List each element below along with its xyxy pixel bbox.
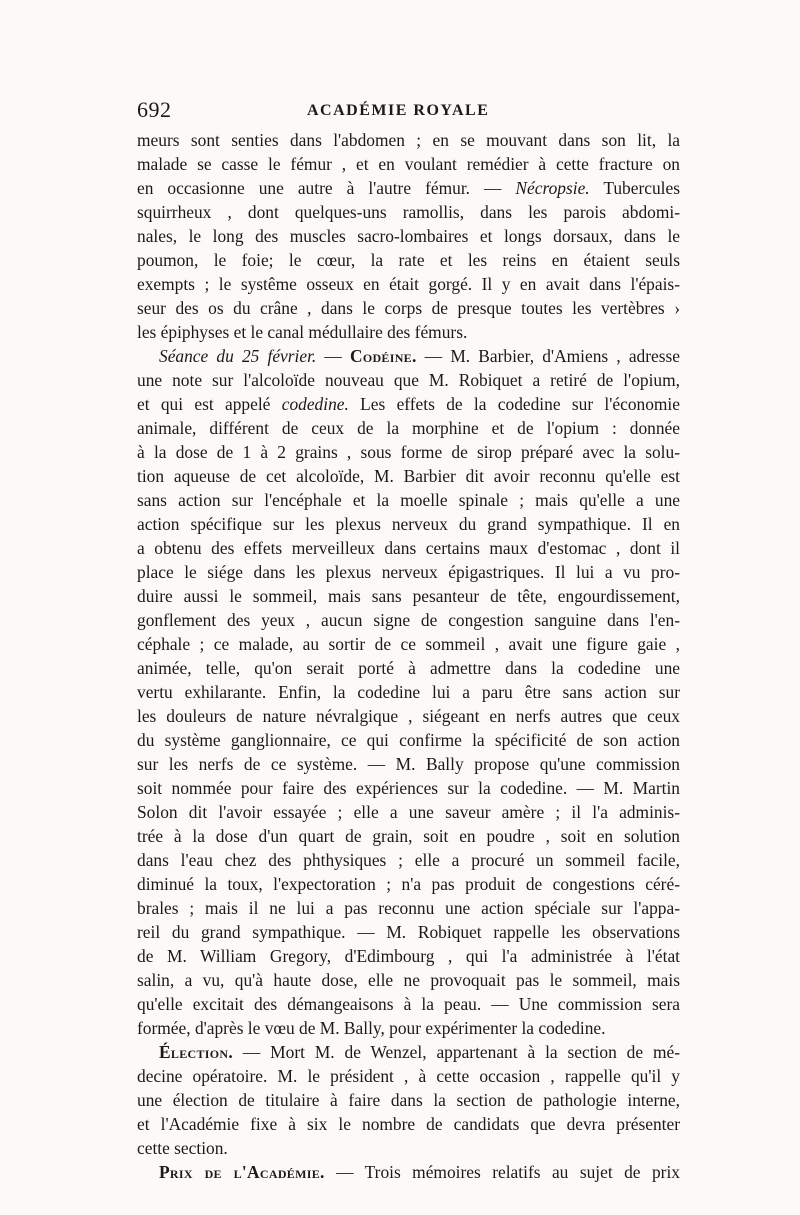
text-line (137, 680, 680, 704)
small-caps-heading: Prix de l'Académie. (159, 1162, 325, 1182)
text-line (137, 1016, 680, 1040)
text-line (137, 488, 680, 512)
text-run: soit nommée pour faire des expériences sur la codedine. — M. Martin (137, 778, 680, 798)
text-line (137, 224, 680, 248)
page-number: 692 (137, 97, 172, 122)
text-line (137, 728, 680, 752)
text-run: diminué la toux, l'expectoration ; n'a pas produit de congestions céré- (137, 874, 680, 894)
text-run: formée, d'après le vœu de M. Bally, pour expérimenter la codedine. (137, 1018, 606, 1038)
text-run: Tubercules (589, 178, 680, 198)
text-run: les douleurs de nature névralgique , siégeant en nerfs autres que ceux (137, 706, 680, 726)
text-line (137, 272, 680, 296)
text-run: salin, a vu, qu'à haute dose, elle ne provoquait pas le sommeil, mais (137, 970, 680, 990)
text-line (137, 584, 680, 608)
text-line (137, 1064, 680, 1088)
text-line (137, 920, 680, 944)
text-run: — Trois mémoires relatifs au sujet de prix (324, 1162, 680, 1182)
text-run: nales, le long des muscles sacro-lombaires et longs dorsaux, dans le (137, 226, 680, 246)
text-run: les épiphyses et le canal médullaire des fémurs. (137, 322, 468, 342)
text-run: gonflement des yeux , aucun signe de congestion sanguine dans l'en- (137, 610, 680, 630)
text-line (137, 392, 680, 416)
text-run: a obtenu des effets merveilleux dans certains maux d'estomac , dont il (137, 538, 680, 558)
text-line (137, 752, 680, 776)
text-run: — (316, 346, 350, 366)
text-run: animée, telle, qu'on serait porté à admettre dans la codedine une (137, 658, 680, 678)
text-line (137, 1136, 680, 1160)
text-run: — M. Barbier, d'Amiens , adresse (416, 346, 680, 366)
text-line (137, 1160, 680, 1184)
text-line (137, 1112, 680, 1136)
text-line (137, 608, 680, 632)
text-line (137, 1088, 680, 1112)
text-line (137, 560, 680, 584)
italic-text: Nécropsie. (515, 178, 590, 198)
text-line (137, 416, 680, 440)
text-line (137, 968, 680, 992)
text-run: de M. William Gregory, d'Edimbourg , qui l'a administrée à l'état (137, 946, 680, 966)
text-run: reil du grand sympathique. — M. Robiquet rappelle les observations (137, 922, 680, 942)
text-run: et qui est appelé (137, 394, 282, 414)
text-run: action spécifique sur les plexus nerveux du grand sympathique. Il en (137, 514, 680, 534)
text-run: cette section. (137, 1138, 228, 1158)
text-run: malade se casse le fémur , et en voulant remédier à cette fracture on (137, 154, 680, 174)
text-run: poumon, le foie; le cœur, la rate et les reins en étaient seuls (137, 250, 680, 270)
text-run: squirrheux , dont quelques-uns ramollis, dans les parois abdomi- (137, 202, 680, 222)
text-run: animale, différent de ceux de la morphine et de l'opium : donnée (137, 418, 680, 438)
text-line (137, 536, 680, 560)
text-line (137, 320, 680, 344)
text-line (137, 944, 680, 968)
text-run: — Mort M. de Wenzel, appartenant à la section de mé- (233, 1042, 680, 1062)
text-run: sur les nerfs de ce système. — M. Bally propose qu'une commission (137, 754, 680, 774)
text-line (137, 368, 680, 392)
italic-text: codedine. (281, 394, 349, 414)
text-run: seur des os du crâne , dans le corps de presque toutes les vertèbres › (137, 298, 680, 318)
text-line (137, 152, 680, 176)
text-run: une élection de titulaire à faire dans la section de pathologie interne, (137, 1090, 680, 1110)
text-line (137, 992, 680, 1016)
text-line (137, 344, 680, 368)
text-line (137, 896, 680, 920)
text-line (137, 296, 680, 320)
running-head (137, 97, 680, 127)
text-run: en occasionne une autre à l'autre fémur. — (137, 178, 516, 198)
text-line (137, 176, 680, 200)
text-run: dans l'eau chez des phthysiques ; elle a procuré un sommeil facile, (137, 850, 680, 870)
text-line (137, 1040, 680, 1064)
text-run: decine opératoire. M. le président , à cette occasion , rappelle qu'il y (137, 1066, 680, 1086)
text-run: à la dose de 1 à 2 grains , sous forme de sirop préparé avec la solu- (137, 442, 680, 462)
text-line (137, 656, 680, 680)
text-run: exempts ; le systême osseux en était gorgé. Il y en avait dans l'épais- (137, 274, 680, 294)
italic-text: Séance du 25 février. (159, 346, 317, 366)
text-run: vertu exhilarante. Enfin, la codedine lui a paru être sans action sur (137, 682, 680, 702)
text-run: sans action sur l'encéphale et la moelle spinale ; mais qu'elle a une (137, 490, 680, 510)
small-caps-heading: Élection. (159, 1042, 233, 1062)
text-line (137, 464, 680, 488)
running-title: ACADÉMIE ROYALE (307, 102, 490, 119)
text-line (137, 632, 680, 656)
text-run: céphale ; ce malade, au sortir de ce sommeil , avait une figure gaie , (137, 634, 680, 654)
text-run: place le siége dans les plexus nerveux épigastriques. Il lui a vu pro- (137, 562, 680, 582)
body-text (137, 128, 680, 1184)
text-run: tion aqueuse de cet alcoloïde, M. Barbier dit avoir reconnu qu'elle est (137, 466, 680, 486)
text-run: brales ; mais il ne lui a pas reconnu une action spéciale sur l'appa- (137, 898, 680, 918)
text-line (137, 248, 680, 272)
text-line (137, 128, 680, 152)
text-line (137, 776, 680, 800)
text-run: qu'elle excitait des démangeaisons à la peau. — Une commission sera (137, 994, 680, 1014)
text-line (137, 872, 680, 896)
text-line (137, 824, 680, 848)
text-run: et l'Académie fixe à six le nombre de candidats que devra présenter (137, 1114, 680, 1134)
text-line (137, 704, 680, 728)
text-line (137, 512, 680, 536)
small-caps-heading: Codéine. (349, 346, 417, 366)
text-line (137, 200, 680, 224)
text-run: Solon dit l'avoir essayée ; elle a une saveur amère ; il l'a adminis- (137, 802, 680, 822)
text-run: une note sur l'alcoloïde nouveau que M. Robiquet a retiré de l'opium, (137, 370, 680, 390)
text-run: trée à la dose d'un quart de grain, soit en poudre , soit en solution (137, 826, 680, 846)
text-run: Les effets de la codedine sur l'économie (348, 394, 680, 414)
text-line (137, 440, 680, 464)
text-run: du système ganglionnaire, ce qui confirme la spécificité de son action (137, 730, 680, 750)
text-run: duire aussi le sommeil, mais sans pesanteur de tête, engourdissement, (137, 586, 680, 606)
text-line (137, 800, 680, 824)
text-line (137, 848, 680, 872)
text-run: meurs sont senties dans l'abdomen ; en se mouvant dans son lit, la (137, 130, 680, 150)
